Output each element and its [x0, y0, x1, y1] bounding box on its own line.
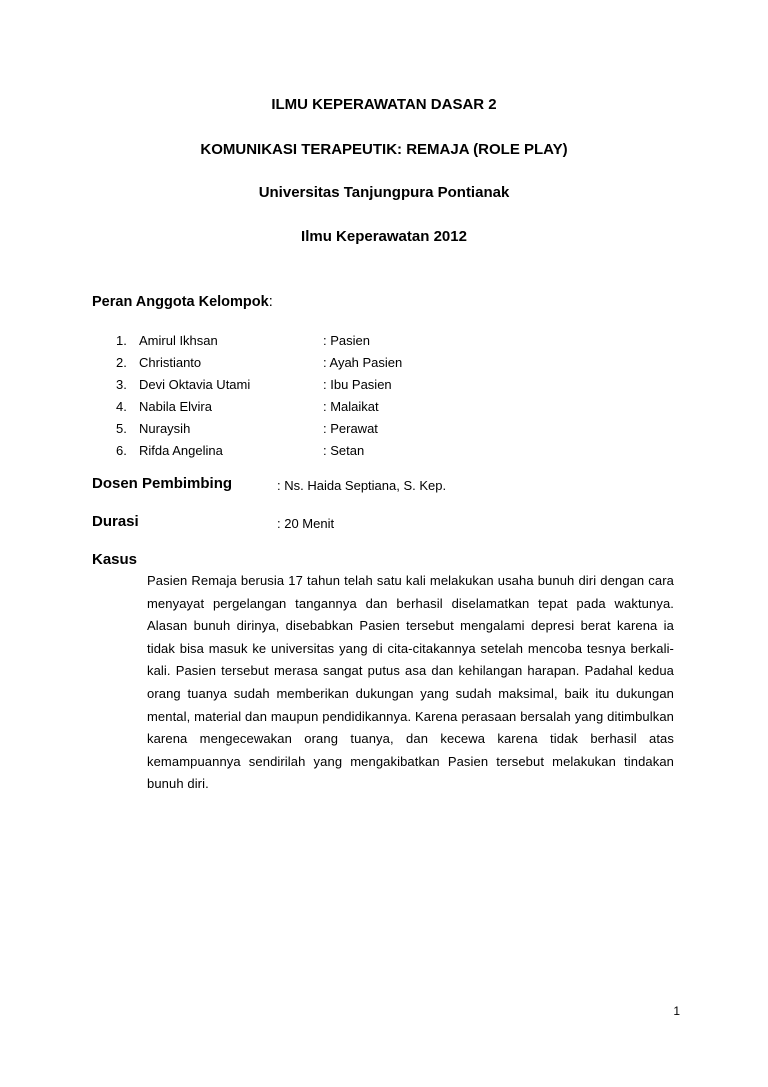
member-name: Rifda Angelina: [139, 443, 223, 458]
kasus-paragraph: Pasien Remaja berusia 17 tahun telah satu kali melakukan usaha bunuh diri dengan cara menyayat pergelangan tangannya dan berhasil diselamatkan tepat pada waktunya. Alasan bunuh dirinya, disebabkan Pasien tersebut mengalami depresi berat karena ia tidak bisa masuk ke universitas yang di cita-citakannya setelah mencoba tesnya berkali-kali. Pasien tersebut merasa sangat putus asa dan kehilangan harapan. Padahal kedua orang tuanya sudah memberikan dukungan yang sudah maksimal, baik itu dukungan mental, material dan maupun pendidikannya. Karena perasaan bersalah yang ditimbulkan karena mengecewakan orang tuanya, dan kecewa karena tidak berhasil atas kemampuannya sendirilah yang mengakibatkan Pasien tersebut melakukan tindakan bunuh diri.: [147, 573, 674, 792]
member-role: : Malaikat: [323, 399, 379, 414]
program-year: Ilmu Keperawatan 2012: [301, 228, 467, 245]
member-list: [116, 330, 402, 462]
member-number: 4.: [116, 399, 127, 414]
dosen-pembimbing-value: : Ns. Haida Septiana, S. Kep.: [277, 478, 447, 493]
member-number: 6.: [116, 443, 127, 458]
member-number: 1.: [116, 333, 127, 348]
member-role: : Ayah Pasien: [323, 355, 403, 370]
durasi-label: Durasi: [92, 513, 139, 530]
member-name: Nabila Elvira: [139, 399, 212, 414]
document-subtitle: KOMUNIKASI TERAPEUTIK: REMAJA (ROLE PLAY): [200, 141, 568, 158]
durasi-value: : 20 Menit: [277, 516, 335, 531]
member-item: [116, 374, 402, 396]
member-number: 3.: [116, 377, 127, 392]
member-item: [116, 440, 402, 462]
member-item: [116, 330, 402, 352]
university-name: Universitas Tanjungpura Pontianak: [258, 184, 510, 201]
member-role: : Pasien: [323, 333, 370, 348]
kasus-label: Kasus: [92, 551, 138, 568]
member-name: Amirul Ikhsan: [139, 333, 218, 348]
peran-anggota-label: Peran Anggota Kelompok: [92, 294, 269, 310]
member-item: [116, 418, 402, 440]
document-title: ILMU KEPERAWATAN DASAR 2: [271, 96, 497, 113]
member-number: 2.: [116, 355, 127, 370]
member-role: : Ibu Pasien: [323, 377, 392, 392]
peran-anggota-heading: [92, 292, 273, 312]
member-item: [116, 396, 402, 418]
member-item: [116, 352, 402, 374]
page-number: 1: [673, 1004, 680, 1018]
peran-anggota-colon: :: [268, 294, 273, 310]
member-number: 5.: [116, 421, 127, 436]
member-name: Devi Oktavia Utami: [139, 377, 251, 392]
member-role: : Setan: [323, 443, 365, 458]
member-role: : Perawat: [323, 421, 378, 436]
member-name: Christianto: [139, 355, 202, 370]
dosen-pembimbing-label: Dosen Pembimbing: [92, 475, 233, 492]
member-name: Nuraysih: [139, 421, 191, 436]
